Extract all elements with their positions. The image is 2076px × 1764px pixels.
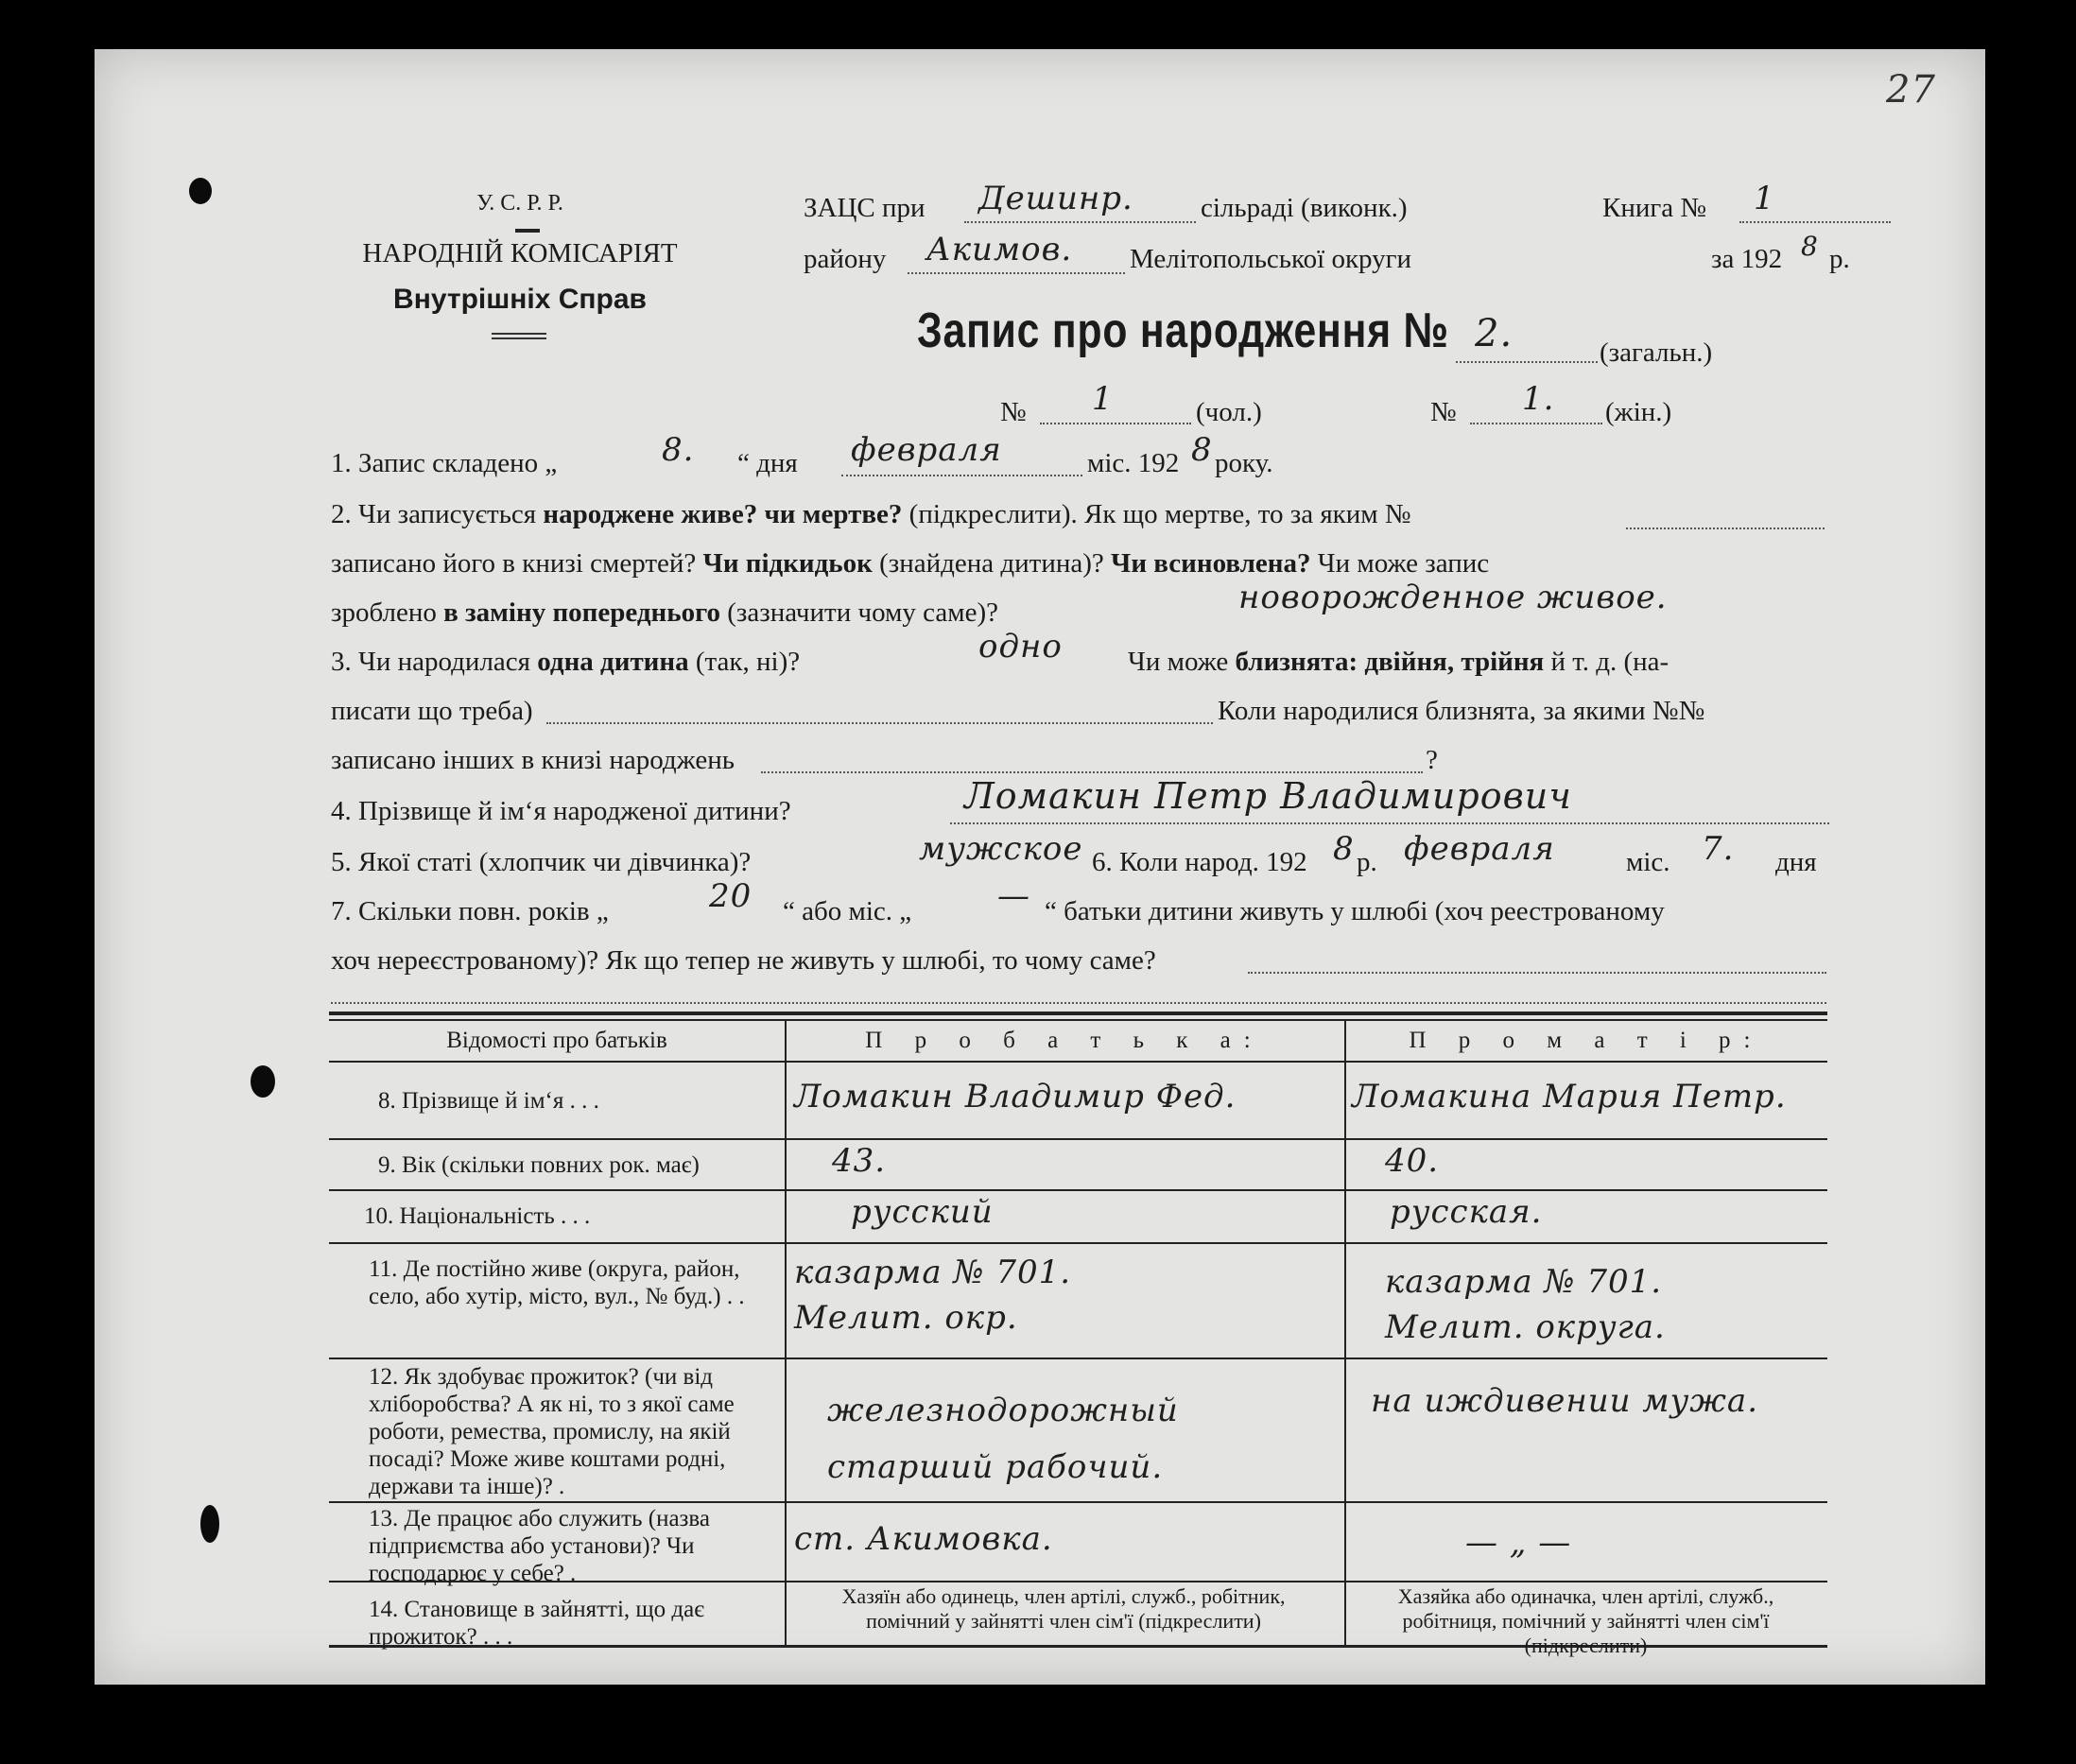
q2-l2-c: (знайдена дитина)? [879, 548, 1104, 579]
table-hline-0 [329, 1061, 1827, 1063]
no-female-value: 1. [1522, 380, 1555, 418]
q6-month: февраля [1404, 830, 1555, 868]
q3-line1 [331, 647, 800, 678]
q2-l3-c: (зазначити чому саме)? [727, 597, 998, 628]
q2-l3-b: в заміну попереднього [443, 597, 721, 628]
row-12-father: железнодорожный старший рабочий. [827, 1392, 1179, 1486]
row-13-mother: — „ — [1465, 1524, 1572, 1562]
document-page [95, 49, 1985, 1685]
row-12-mother: на иждивении мужа. [1371, 1382, 1759, 1420]
punch-hole [189, 178, 212, 204]
page-number: 27 [1886, 68, 1936, 112]
year-value: 8 [1801, 231, 1819, 262]
title: Запис про народження № [917, 303, 1449, 358]
table-top-rule [329, 1012, 1827, 1015]
raion-value: Акимов. [926, 231, 1073, 268]
q1-day: 8. [662, 431, 695, 469]
row-10-father: русский [851, 1193, 994, 1231]
table-vline-2 [1344, 1021, 1346, 1645]
q3-line1-right [1128, 647, 1669, 678]
q3-l1-c: (так, ні)? [695, 647, 801, 677]
table-hline-5 [329, 1501, 1827, 1503]
row-13-father: ст. Акимовка. [794, 1520, 1053, 1558]
q3-l1-a: 3. Чи народилася [331, 647, 531, 677]
q2-line3 [331, 597, 998, 629]
table-hline-1 [329, 1138, 1827, 1140]
punch-hole [251, 1065, 275, 1098]
q6-day: 7. [1702, 830, 1735, 868]
q2-l2-e: Чи може запис [1317, 548, 1490, 579]
q1-year: 8 [1191, 431, 1213, 469]
q1-roku: року. [1215, 448, 1273, 478]
row-9-mother: 40. [1385, 1142, 1440, 1180]
q6-dnya: дня [1775, 847, 1817, 877]
q2-l1-b: народжене живе? чи мертве? [543, 499, 903, 529]
q1-dnya: “ дня [737, 448, 798, 478]
q3-l2-a: писати що треба) [331, 696, 533, 726]
row-10-label: 10. Національність . . . [364, 1203, 591, 1229]
row-14-mother: Хазяйка або одиначка, член артілі, служб., робітниця, помічний у зайнятті член сім'ї (підкреслити) [1397, 1584, 1774, 1657]
row-13-label: 13. Де працює або служить (назва підприємства або установи)? Чи господарює у себе? . [369, 1506, 710, 1586]
no-female-dots [1470, 423, 1602, 424]
row-11-mother: казарма № 701. Мелит. округа. [1385, 1263, 1666, 1346]
book-dots [1739, 221, 1891, 223]
q6-r: р. [1357, 847, 1377, 877]
year-suffix: р. [1829, 244, 1850, 274]
q6-label: 6. Коли народ. 192 [1092, 847, 1307, 877]
no-female-label: № [1430, 397, 1457, 427]
zags-value: Дешинр. [978, 180, 1133, 217]
q3-l2-b: Коли народилися близнята, за якими №№ [1218, 696, 1705, 726]
row-10-mother: русская. [1390, 1193, 1543, 1231]
q7-months: — [997, 877, 1030, 915]
row-8-mother: Ломакина Мария Петр. [1352, 1078, 1787, 1115]
q1-month: февраля [851, 431, 1002, 469]
q7-l1-a: 7. Скільки повн. років „ [331, 896, 609, 926]
book-value: 1 [1754, 180, 1775, 217]
q3-l3-a: записано інших в книзі народжень [331, 745, 735, 775]
q3-l1-e: близнята: двійня, трійня [1235, 647, 1545, 677]
q7-l1-c: “ батьки дитини живуть у шлюбі (хоч реестрованому [1045, 896, 1665, 926]
q4-dots [950, 822, 1829, 824]
q2-answer: новорожденное живое. [1238, 579, 1668, 616]
table-header-info: Відомості про батьків [446, 1028, 667, 1053]
header-internal-affairs: Внутрішніх Справ [393, 284, 647, 315]
header-dash [515, 229, 540, 233]
general-label: (загальн.) [1600, 337, 1713, 368]
table-hline-4 [329, 1358, 1827, 1359]
q5-label: 5. Якої статі (хлопчик чи дівчинка)? [331, 847, 752, 877]
q7-l2: хоч нереєстрованому)? Як що тепер не живуть у шлюбі, то чому саме? [331, 945, 1156, 976]
row-12-label: 12. Як здобуває прожиток? (чи від хліборобства? А як ні, то з якої саме роботи, ремества, промислу, на якій посаді? Може живе коштами родні, держави та інше)? . [369, 1364, 735, 1499]
female-label: (жін.) [1605, 397, 1672, 427]
table-hline-3 [329, 1242, 1827, 1244]
no-male-label: № [1000, 397, 1027, 427]
row-14-father: Хазяїн або одинець, член артілі, служб., робітник, помічний у зайнятті член сім'ї (підкреслити) [841, 1584, 1286, 1633]
punch-hole [200, 1505, 219, 1543]
no-male-dots [1040, 423, 1191, 424]
q2-l2-d: Чи всиновлена? [1111, 548, 1311, 579]
row-8-father: Ломакин Владимир Фед. [794, 1078, 1237, 1115]
q2-line2 [331, 548, 1489, 579]
table-vline-1 [785, 1021, 787, 1645]
q7-dots2 [331, 1002, 1826, 1004]
q3-l3-end: ? [1426, 745, 1438, 775]
q3-l1-d: Чи може [1128, 647, 1229, 677]
q1-label: 1. Запис складено „ [331, 448, 558, 478]
male-label: (чол.) [1196, 397, 1262, 427]
okruga-label: Мелітопольської округи [1130, 244, 1412, 274]
year-label: за 192 [1711, 244, 1783, 274]
q3-l1-b: одна дитина [537, 647, 689, 677]
row-11-father: казарма № 701. Мелит. окр. [794, 1254, 1072, 1337]
silradi-label: сільраді (виконк.) [1201, 193, 1408, 223]
table-header-father: П р о б а т ь к а: [865, 1028, 1264, 1053]
title-number: 2. [1475, 312, 1514, 355]
q3-answer: одно [978, 628, 1063, 666]
q3-l2-dots [546, 722, 1213, 724]
table-top-rule-thin [329, 1019, 1827, 1021]
row-9-father: 43. [832, 1142, 887, 1180]
row-9-label: 9. Вік (скільки повних рок. має) [378, 1152, 700, 1178]
table-hline-2 [329, 1189, 1827, 1191]
q2-l3-a: зроблено [331, 597, 437, 628]
q3-l1-f: й т. д. (на- [1550, 647, 1669, 677]
q6-mis: міс. [1626, 847, 1670, 877]
q4-answer: Ломакин Петр Владимирович [964, 775, 1572, 817]
q2-l2-a: записано його в книзі смертей? [331, 548, 697, 579]
q1-mis: міс. 192 [1087, 448, 1180, 478]
q2-death-dots [1626, 527, 1825, 529]
q2-l2-b: Чи підкидьок [702, 548, 873, 579]
header-underline [492, 333, 546, 339]
title-dots [1456, 361, 1598, 363]
header-ussr: У. С. Р. Р. [476, 191, 563, 216]
raion-label: району [804, 244, 887, 274]
row-8-label: 8. Прізвище й ім‘я . . . [378, 1088, 599, 1114]
q3-l3-dots [761, 771, 1423, 773]
header-commissariat: НАРОДНІЙ КОМІСАРІЯТ [362, 238, 678, 268]
q7-years: 20 [709, 877, 753, 915]
row-14-label: 14. Становище в зайнятті, що дає прожиток? . . . [369, 1597, 704, 1650]
q7-dots [1248, 972, 1826, 974]
book-label: Книга № [1602, 193, 1707, 223]
q7-l1-b: “ або міс. „ [783, 896, 912, 926]
q4-label: 4. Прізвище й ім‘я народженої дитини? [331, 796, 791, 826]
zags-label: ЗАЦС при [804, 193, 926, 223]
q5-answer: мужское [919, 830, 1083, 868]
q2-l1-c: (підкреслити). Як що мертве, то за яким № [908, 499, 1411, 529]
row-11-label: 11. Де постійно живе (округа, район, село, або хутір, місто, вул., № буд.) . . [369, 1256, 745, 1309]
q2-line1 [331, 499, 1411, 530]
q6-year: 8 [1333, 830, 1355, 868]
q1-month-dots [841, 475, 1082, 476]
no-male-value: 1 [1092, 380, 1114, 418]
zags-dots [964, 221, 1196, 223]
table-header-mother: П р о м а т і р: [1409, 1028, 1764, 1053]
raion-dots [908, 272, 1125, 274]
q2-l1-a: 2. Чи записується [331, 499, 537, 529]
